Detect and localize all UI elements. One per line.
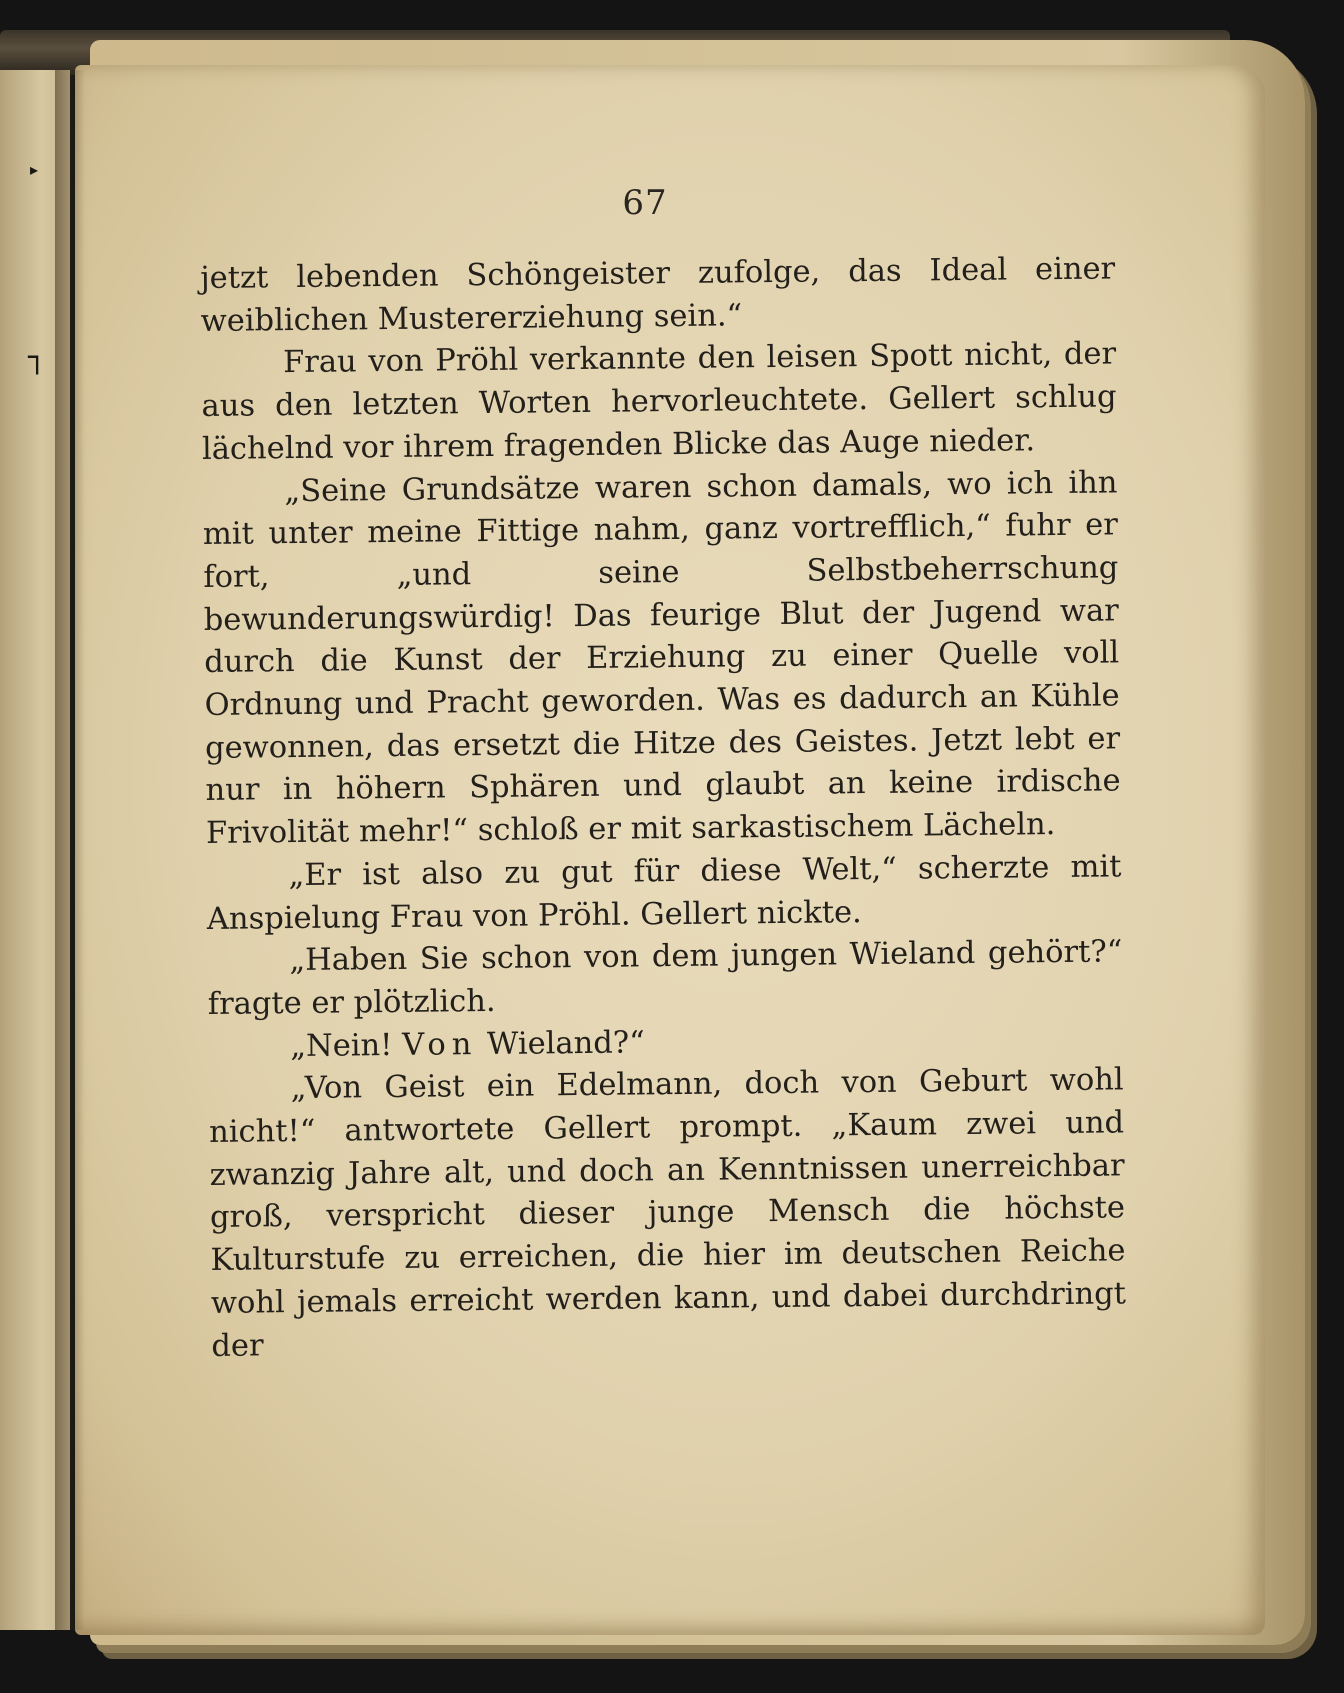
- paragraph: jetzt lebenden Schöngeister zufolge, das Ideal einer weiblichen Mustererziehung sein.“: [200, 251, 1116, 339]
- paragraph: „Er ist also zu gut für diese Welt,“ scherzte mit Anspielung Frau von Pröhl. Gellert nickte.: [206, 849, 1122, 937]
- paragraph: Frau von Pröhl verkannte den leisen Spott nicht, der aus den letzten Worten hervorleuchtete. Gellert schlug lächelnd vor ihrem fragenden Blicke das Auge nieder.: [201, 336, 1117, 467]
- margin-mark: ┐: [28, 340, 47, 375]
- paragraph: „Seine Grundsätze waren schon damals, wo ich ihn mit unter meine Fittige nahm, ganz vortrefflich,“ fuhr er fort, „und seine Selbstbeherrschung bewunderungswürdig! Das feurige Blut der Jugend war durch die Kunst der Erziehung zu einer Quelle voll Ordnung und Pracht geworden. Was es dadurch an Kühle gewonnen, das ersetzt die Hitze des Geistes. Jetzt lebt er nur in höhern Sphären und glaubt an keine irdische Frivolität mehr!“ schloß er mit sarkastischem Lächeln.: [202, 464, 1121, 852]
- spaced-emphasis-text: Von: [401, 1026, 478, 1063]
- margin-mark: ▸: [30, 160, 39, 179]
- paragraph: „Haben Sie schon von dem jungen Wieland gehört?“ fragte er plötzlich.: [207, 934, 1123, 1022]
- paragraph-text: „Nein!: [290, 1027, 403, 1064]
- body-text: [200, 248, 1127, 1368]
- page-gutter-shadow: [55, 70, 85, 1630]
- paragraph: „Von Geist ein Edelmann, doch von Geburt wohl nicht!“ antwortete Gellert prompt. „Kaum zwei und zwanzig Jahre alt, und doch an Kenntnissen unerreichbar groß, verspricht dieser junge Mensch die höchste Kulturstufe zu erreichen, die hier im deutschen Reiche wohl jemals erreicht werden kann, und dabei durchdringt der: [208, 1062, 1127, 1364]
- page-number: 67: [622, 183, 668, 223]
- paragraph-text: Wieland?“: [477, 1025, 645, 1062]
